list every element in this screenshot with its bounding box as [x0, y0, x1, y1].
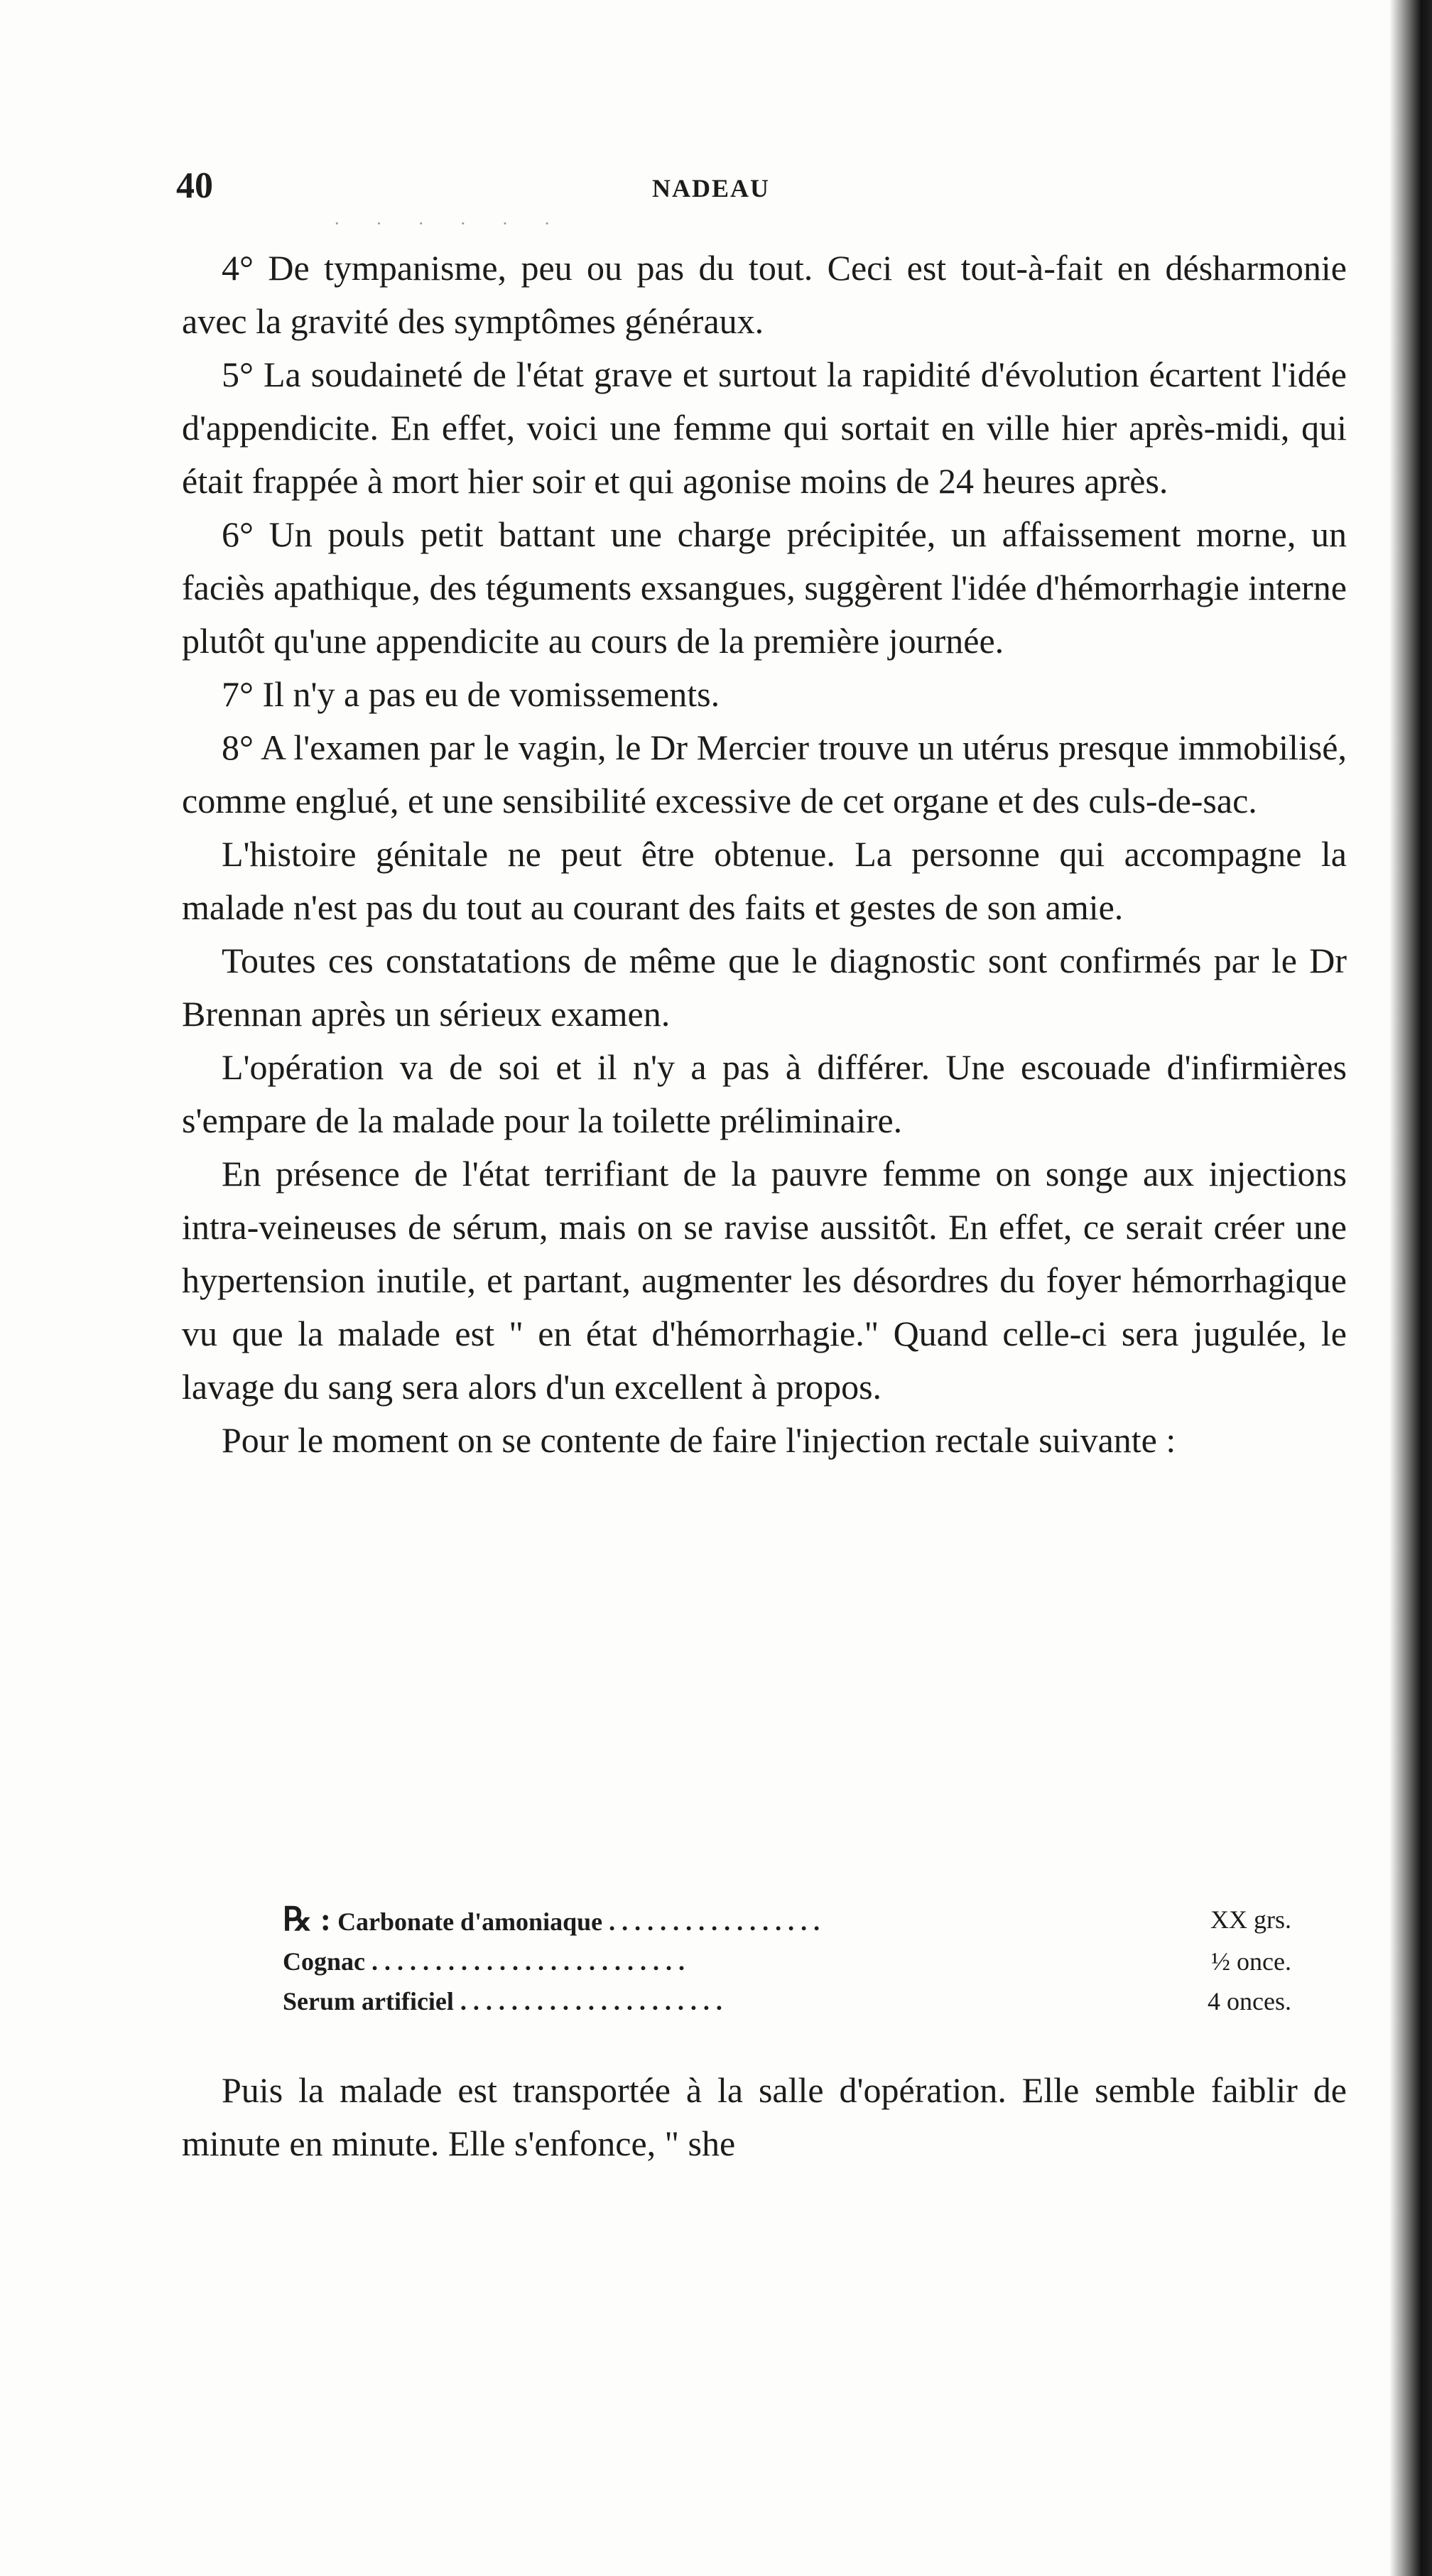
prescription-item-name: Cognac — [283, 1947, 365, 1976]
page-number: 40 — [176, 166, 213, 206]
prescription-item-name: Carbonate d'amoniaque — [337, 1907, 603, 1936]
prescription-symbol: ℞ : — [283, 1901, 332, 1937]
paragraph-item-4: 4° De tympanisme, peu ou pas du tout. Ceci est tout-à-fait en désharmonie avec la gravité des symptômes généraux. — [182, 248, 1347, 341]
paragraph-item-5: 5° La soudaineté de l'état grave et surtout la rapidité d'évolution écartent l'idée d'appendicite. En effet, voici une femme qui sortait en ville hier après-midi, qui était frappée à mort hier soir et qui agonise moins de 24 heures après. — [182, 355, 1347, 501]
body-text — [182, 242, 1347, 1467]
paragraph-genital-history: L'histoire génitale ne peut être obtenue. La personne qui accompagne la malade n'est pas du tout au courant des faits et gestes de son amie. — [182, 834, 1347, 927]
running-head: NADEAU — [652, 174, 771, 202]
prescription-row: ℞ : Carbonate d'amoniaque . . . . . . . . . . . . . . . . . XX grs. — [283, 1900, 1291, 1942]
paragraph-rectal-injection: Pour le moment on se contente de faire l'injection rectale suivante : — [222, 1420, 1176, 1460]
prescription-item-name: Serum artificiel — [283, 1987, 454, 2015]
closing-text — [182, 2064, 1347, 2170]
page-header — [176, 165, 1348, 215]
prescription-row: Cognac . . . . . . . . . . . . . . . . . . . . . . . . . ½ once. — [283, 1942, 1291, 1981]
prescription-item-qty: ½ once. — [1211, 1947, 1291, 1976]
paragraph-confirmation: Toutes ces constatations de même que le diagnostic sont confirmés par le Dr Brennan après un sérieux examen. — [182, 941, 1347, 1034]
paragraph-injections: En présence de l'état terrifiant de la pauvre femme on songe aux injections intra-veineuses de sérum, mais on se ravise aussitôt. En effet, ce serait créer une hypertension inutile, et partant, augmenter les désordres du foyer hémorrhagique vu que la malade est " en état d'hémorrhagie." Quand celle-ci sera jugulée, le lavage du sang sera alors d'un excellent à propos. — [182, 1154, 1347, 1407]
paragraph-transport: Puis la malade est transportée à la salle d'opération. Elle semble faiblir de minute en minute. Elle s'enfonce, " she — [182, 2070, 1347, 2163]
prescription-item-qty: XX grs. — [1210, 1905, 1291, 1934]
paragraph-operation: L'opération va de soi et il n'y a pas à différer. Une escouade d'infirmières s'empare de la malade pour la toilette préliminaire. — [182, 1047, 1347, 1140]
paragraph-item-7: 7° Il n'y a pas eu de vomissements. — [222, 674, 720, 714]
paragraph-item-8: 8° A l'examen par le vagin, le Dr Mercier trouve un utérus presque immobilisé, comme englué, et une sensibilité excessive de cet organe et des culs-de-sac. — [182, 727, 1347, 821]
prescription-item-qty: 4 onces. — [1208, 1987, 1291, 2015]
prescription-row: Serum artificiel . . . . . . . . . . . . . . . . . . . . . 4 onces. — [283, 1981, 1291, 2021]
print-specks: · · · · · · — [334, 213, 566, 234]
book-spine-shadow — [1389, 0, 1432, 2576]
paragraph-item-6: 6° Un pouls petit battant une charge précipitée, un affaissement morne, un faciès apathique, des téguments exsangues, suggèrent l'idée d'hémorrhagie interne plutôt qu'une appendicite au cours de la première journée. — [182, 514, 1347, 661]
prescription — [283, 1900, 1291, 2021]
